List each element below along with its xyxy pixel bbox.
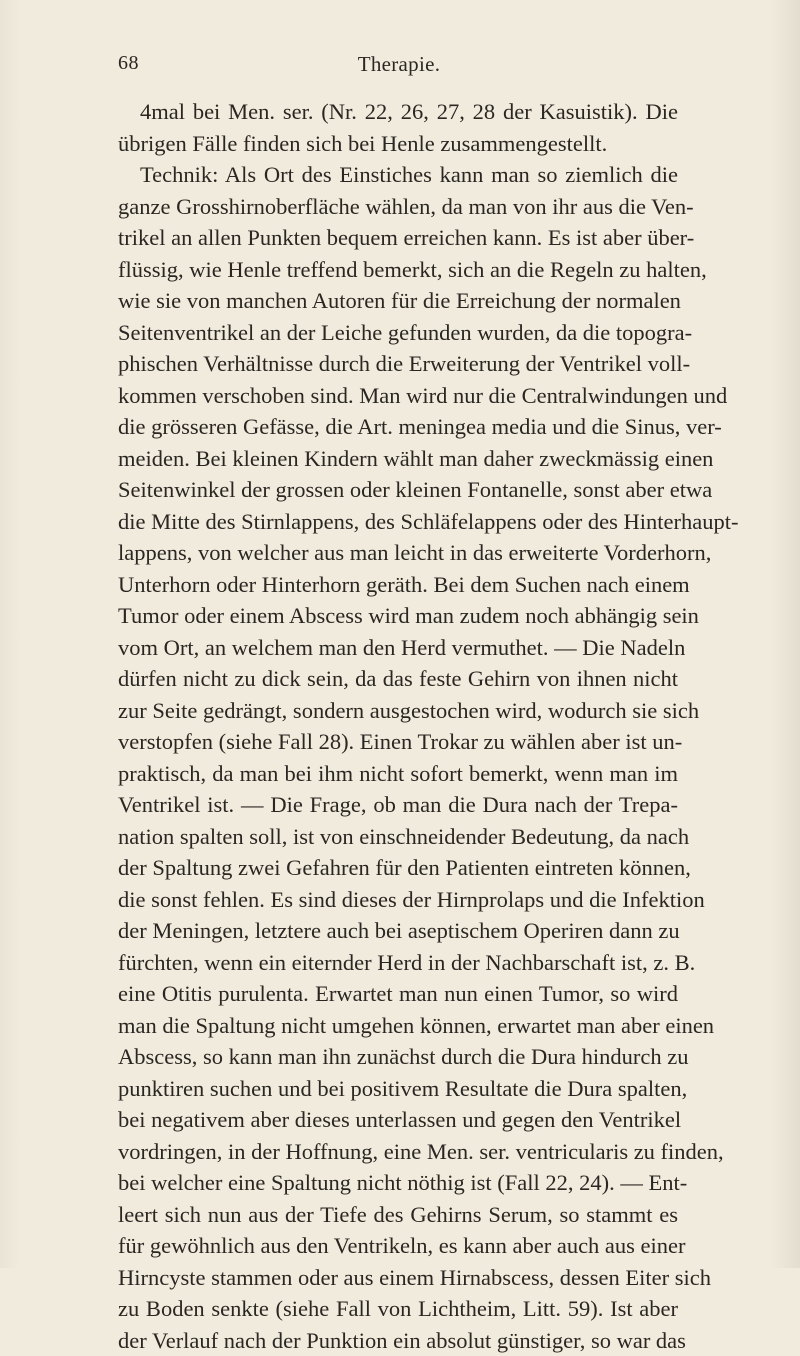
text-line: zur Seite gedrängt, sondern ausgestochen wird, wodurch sie sich <box>118 695 678 727</box>
text-line: Technik: Als Ort des Einstiches kann man so ziemlich die <box>118 159 678 191</box>
text-line: eine Otitis purulenta. Erwartet man nun einen Tumor, so wird <box>118 978 678 1010</box>
text-line: praktisch, da man bei ihm nicht sofort bemerkt, wenn man im <box>118 758 678 790</box>
text-line: vordringen, in der Hoffnung, eine Men. ser. ventricularis zu finden, <box>118 1136 678 1168</box>
text-line: der Meningen, letztere auch bei aseptischem Operiren dann zu <box>118 915 678 947</box>
text-line: Seitenwinkel der grossen oder kleinen Fontanelle, sonst aber etwa <box>118 474 678 506</box>
text-line: lappens, von welcher aus man leicht in das erweiterte Vorderhorn, <box>118 537 678 569</box>
text-line: wie sie von manchen Autoren für die Erreichung der normalen <box>118 285 678 317</box>
running-title: Therapie. <box>118 52 680 77</box>
text-line: ganze Grosshirnoberfläche wählen, da man von ihr aus die Ven- <box>118 191 678 223</box>
text-line: punktiren suchen und bei positivem Resultate die Dura spalten, <box>118 1073 678 1105</box>
text-line: phischen Verhältnisse durch die Erweiterung der Ventrikel voll- <box>118 348 678 380</box>
text-line: nation spalten soll, ist von einschneidender Bedeutung, da nach <box>118 821 678 853</box>
page-number: 68 <box>118 52 139 75</box>
text-line: der Verlauf nach der Punktion ein absolut günstiger, so war das <box>118 1325 678 1356</box>
page-header <box>118 52 680 82</box>
text-line: 4mal bei Men. ser. (Nr. 22, 26, 27, 28 der Kasuistik). Die <box>118 96 678 128</box>
text-line: für gewöhnlich aus den Ventrikeln, es kann aber auch aus einer <box>118 1230 678 1262</box>
text-line: dürfen nicht zu dick sein, da das feste Gehirn von ihnen nicht <box>118 663 678 695</box>
text-line: die sonst fehlen. Es sind dieses der Hirnprolaps und die Infektion <box>118 884 678 916</box>
text-line: man die Spaltung nicht umgehen können, erwartet man aber einen <box>118 1010 678 1042</box>
text-line: Unterhorn oder Hinterhorn geräth. Bei dem Suchen nach einem <box>118 569 678 601</box>
text-line: bei negativem aber dieses unterlassen und gegen den Ventrikel <box>118 1104 678 1136</box>
text-line: übrigen Fälle finden sich bei Henle zusammengestellt. <box>118 128 678 160</box>
text-line: der Spaltung zwei Gefahren für den Patienten eintreten können, <box>118 852 678 884</box>
text-line: Seitenventrikel an der Leiche gefunden wurden, da die topogra- <box>118 317 678 349</box>
text-line: meiden. Bei kleinen Kindern wählt man daher zweckmässig einen <box>118 443 678 475</box>
text-line: Abscess, so kann man ihn zunächst durch die Dura hindurch zu <box>118 1041 678 1073</box>
text-line: vom Ort, an welchem man den Herd vermuthet. — Die Nadeln <box>118 632 678 664</box>
text-line: Tumor oder einem Abscess wird man zudem noch abhängig sein <box>118 600 678 632</box>
text-line: bei welcher eine Spaltung nicht nöthig ist (Fall 22, 24). — Ent- <box>118 1167 678 1199</box>
text-line: zu Boden senkte (siehe Fall von Lichtheim, Litt. 59). Ist aber <box>118 1293 678 1325</box>
text-line: flüssig, wie Henle treffend bemerkt, sich an die Regeln zu halten, <box>118 254 678 286</box>
text-line: die Mitte des Stirnlappens, des Schläfelappens oder des Hinterhaupt- <box>118 506 678 538</box>
text-line: kommen verschoben sind. Man wird nur die Centralwindungen und <box>118 380 678 412</box>
text-line: die grösseren Gefässe, die Art. meningea media und die Sinus, ver- <box>118 411 678 443</box>
text-line: leert sich nun aus der Tiefe des Gehirns Serum, so stammt es <box>118 1199 678 1231</box>
text-line: verstopfen (siehe Fall 28). Einen Trokar zu wählen aber ist un- <box>118 726 678 758</box>
text-line: Ventrikel ist. — Die Frage, ob man die Dura nach der Trepa- <box>118 789 678 821</box>
text-line: fürchten, wenn ein eiternder Herd in der Nachbarschaft ist, z. B. <box>118 947 678 979</box>
body-text <box>118 96 678 1356</box>
text-line: trikel an allen Punkten bequem erreichen kann. Es ist aber über- <box>118 222 678 254</box>
text-line: Hirncyste stammen oder aus einem Hirnabscess, dessen Eiter sich <box>118 1262 678 1294</box>
